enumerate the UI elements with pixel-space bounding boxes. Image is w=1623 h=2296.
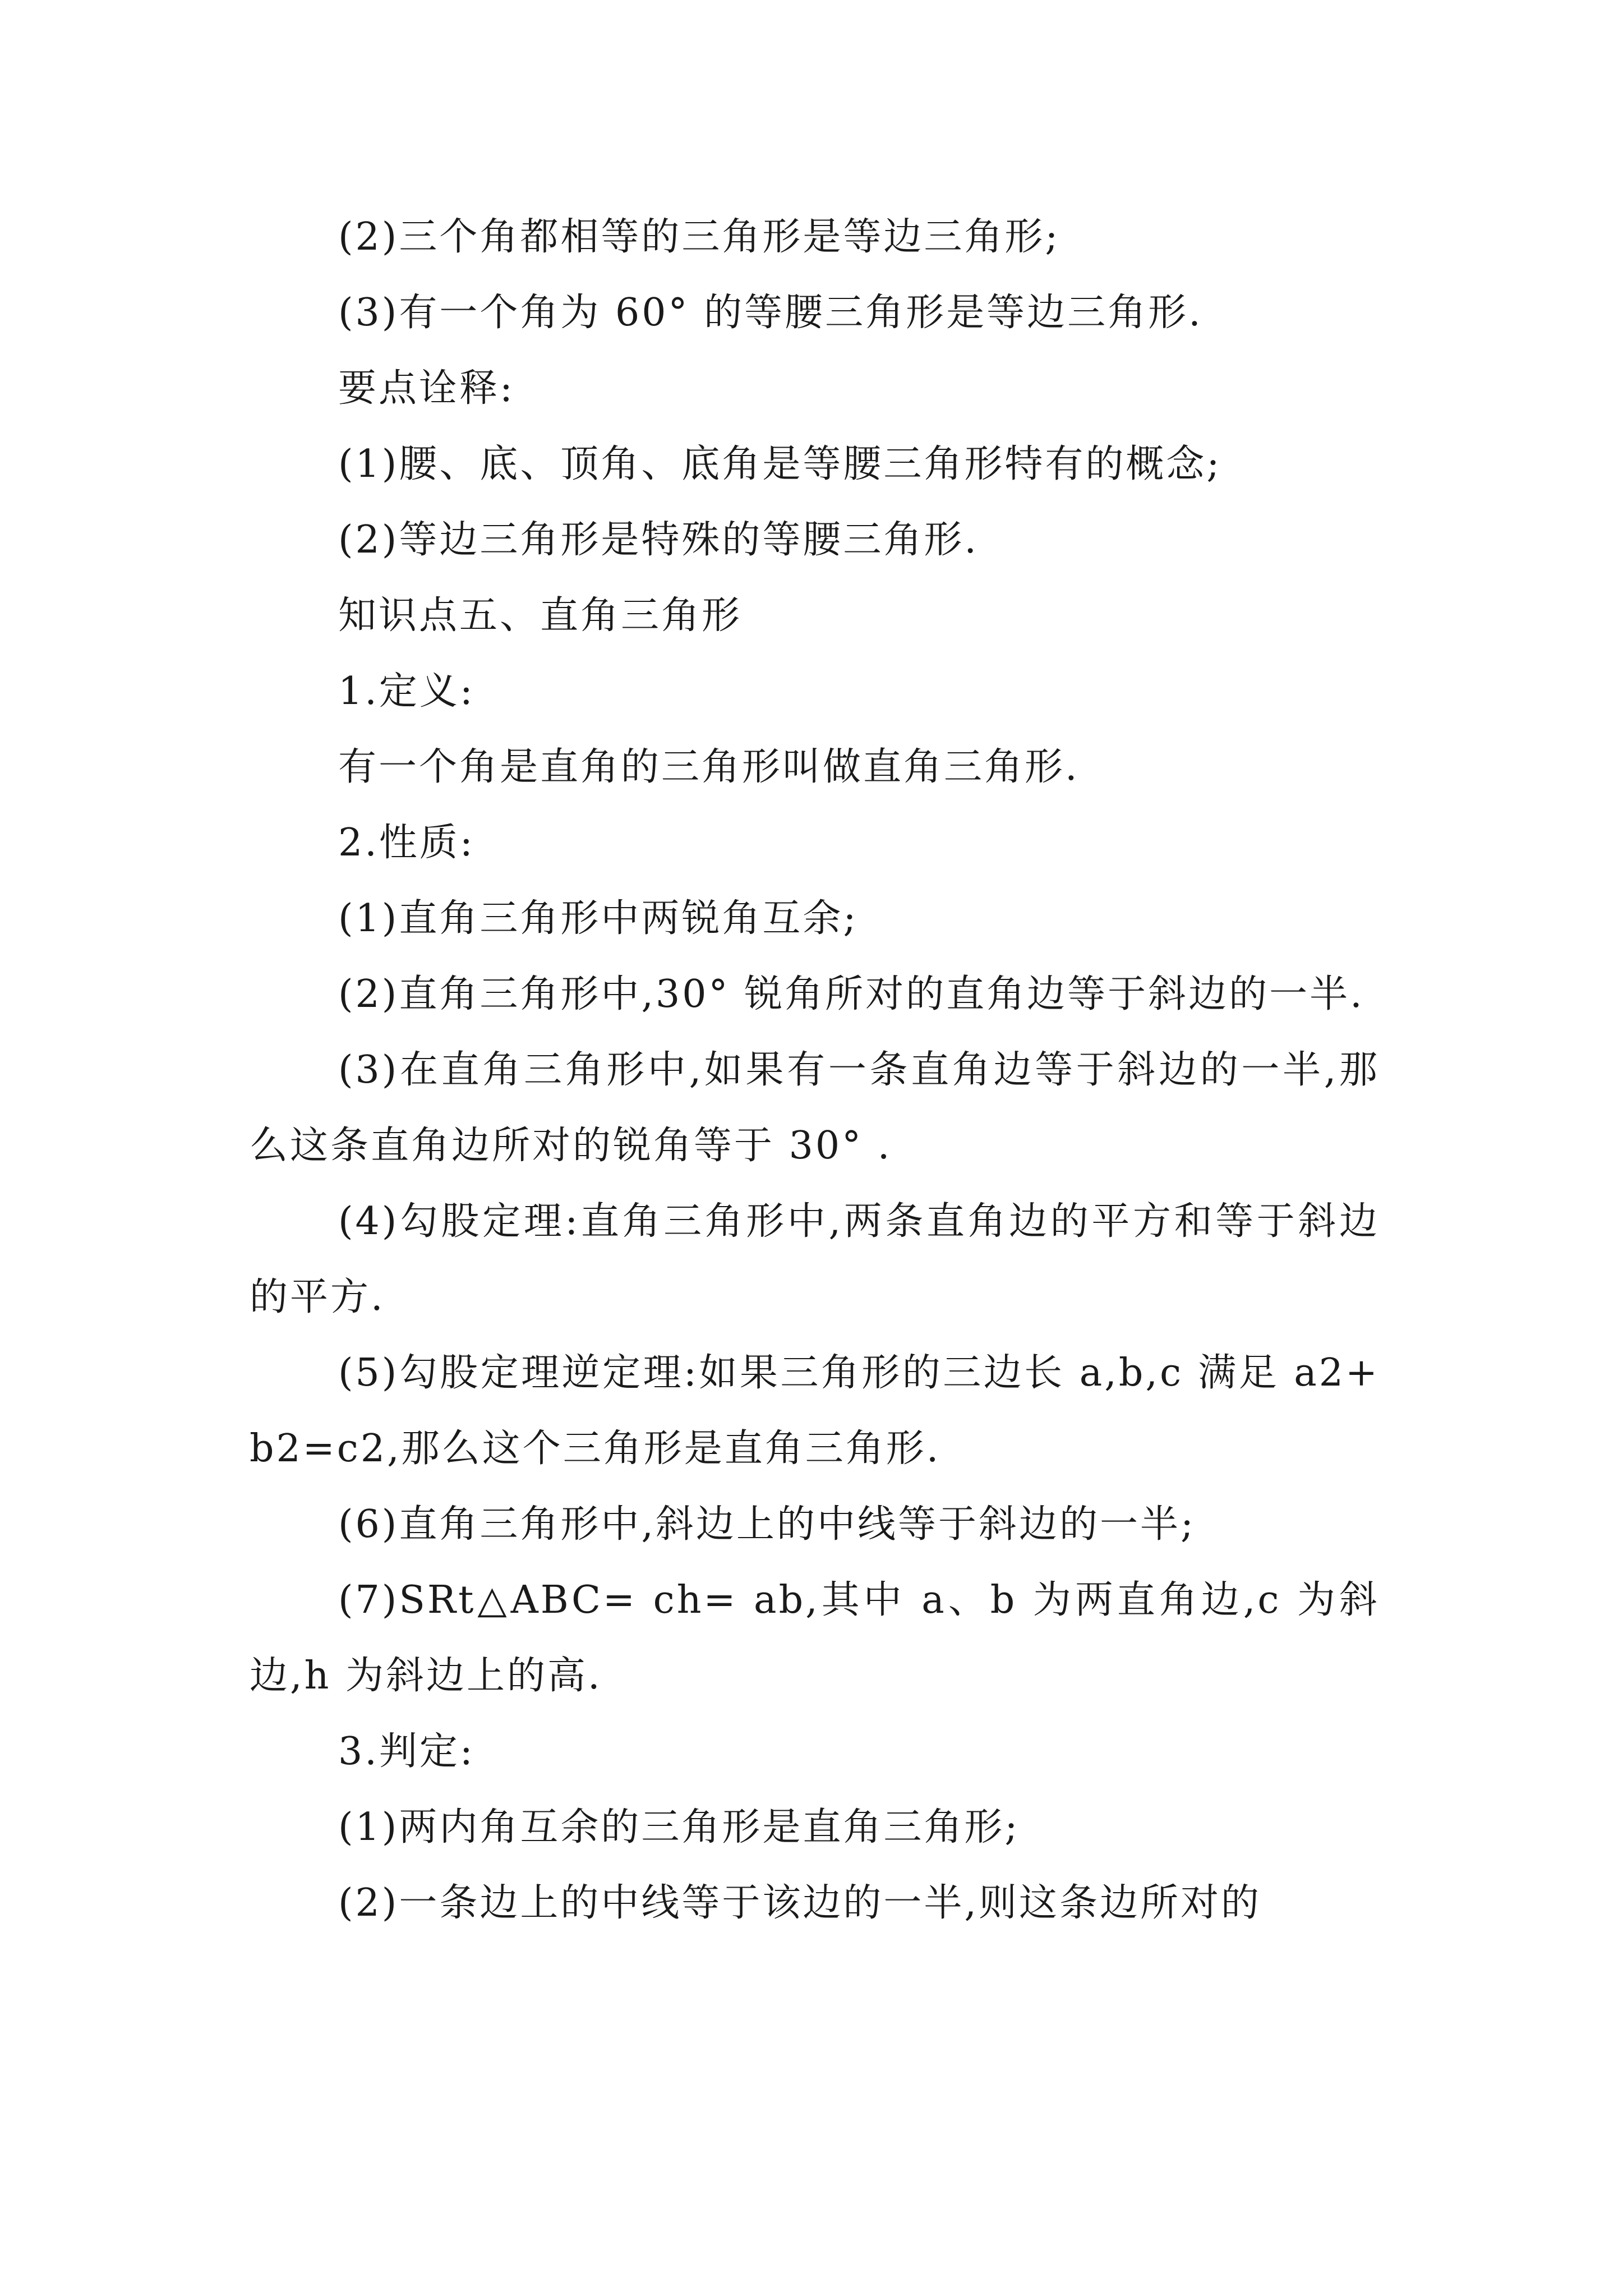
paragraph: (1)腰、底、顶角、底角是等腰三角形特有的概念; [338, 442, 1222, 486]
section-heading: 知识点五、直角三角形 [338, 593, 743, 638]
paragraph: (3)在直角三角形中,如果有一条直角边等于斜边的一半,那么这条直角边所对的锐角等于 30° . [250, 1048, 1380, 1168]
paragraph: (2)三个角都相等的三角形是等边三角形; [338, 215, 1061, 259]
paragraph: (2)直角三角形中,30° 锐角所对的直角边等于斜边的一半. [338, 972, 1364, 1016]
section-subheading: 要点诠释: [338, 366, 515, 411]
paragraph: (5)勾股定理逆定理:如果三角形的三边长 a,b,c 满足 a2+b2=c2,那么这个三角形是直角三角形. [250, 1351, 1380, 1471]
section-subheading: 1.定义: [338, 669, 475, 714]
paragraph: (7)SRt△ABC= ch= ab,其中 a、b 为两直角边,c 为斜边,h 为斜边上的高. [250, 1578, 1380, 1698]
paragraph: (6)直角三角形中,斜边上的中线等于斜边的一半; [338, 1502, 1196, 1547]
paragraph: (4)勾股定理:直角三角形中,两条直角边的平方和等于斜边的平方. [250, 1199, 1380, 1319]
paragraph: 有一个角是直角的三角形叫做直角三角形. [338, 745, 1080, 789]
section-subheading: 2.性质: [338, 821, 475, 865]
section-subheading: 3.判定: [338, 1729, 475, 1774]
paragraph: (1)直角三角形中两锐角互余; [338, 896, 859, 941]
body-text [250, 199, 1380, 1941]
paragraph: (3)有一个角为 60° 的等腰三角形是等边三角形. [338, 291, 1203, 335]
paragraph: (2)等边三角形是特殊的等腰三角形. [338, 518, 979, 562]
paragraph: (2)一条边上的中线等于该边的一半,则这条边所对的 [338, 1881, 1261, 1925]
paragraph: (1)两内角互余的三角形是直角三角形; [338, 1805, 1020, 1849]
